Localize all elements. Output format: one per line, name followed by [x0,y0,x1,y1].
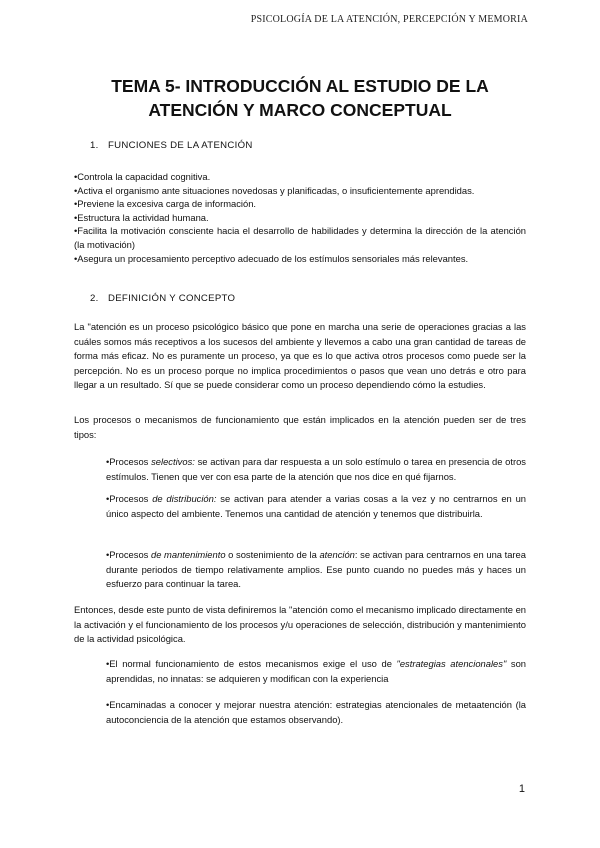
item-term-2: atención [319,549,355,560]
attention-definition-paragraph: Entonces, desde este punto de vista definiremos la "atención como el mecanismo implicado directamente en la activación y el funcionamiento de los procesos y/u operaciones de selección, distribución y mantenimiento de la actividad psicológica. [74,604,526,645]
item-term: selectivos: [151,456,195,467]
list-item: •Activa el organismo ante situaciones novedosas y planificadas, o insuficientemente aprendidas. [74,184,475,196]
item-term: "estrategias atencionales" [396,658,507,669]
list-item: •Facilita la motivación consciente hacia el desarrollo de habilidades y determina la dirección de la atención (la motivación) [74,225,526,250]
selective-processes-item [106,455,526,484]
item-text: : se activan para centrarnos en una tarea durante periodos de tiempo relativamente amplios. Ese punto cuando no puedes más y haces un esfuerzo para continuar la tarea. [106,549,526,590]
item-text: se activan para dar respuesta a un solo estímulo o tarea en presencia de otros estímulos. Tienen que ver con esa parte de la atención que nos dice en qué fijarnos. [106,456,526,482]
item-prefix: •Procesos [106,493,153,504]
list-item: •Estructura la actividad humana. [74,211,209,223]
functions-list [74,170,526,265]
item-prefix: •Procesos [106,549,151,560]
item-text: son aprendidas, no innatas: se adquieren y modifican con la experiencia [106,658,526,684]
distribution-processes-item [106,492,526,521]
item-prefix: •Procesos [106,456,152,467]
title-line-2: ATENCIÓN Y MARCO CONCEPTUAL [148,100,452,120]
list-item: •Previene la excesiva carga de información. [74,198,257,210]
section-1-heading [90,140,253,151]
item-term: de mantenimiento [151,549,226,560]
item-text: se activan para atender a varias cosas a la vez y no centrarnos en un único aspecto del ambiente. Tenemos una cantidad de atención y tenemos que distribuirla. [106,493,527,519]
page-title [0,74,600,122]
maintenance-processes-item [106,548,526,592]
list-item: •Asegura un procesamiento perceptivo adecuado de los estímulos sensoriales más relevantes. [74,252,469,264]
title-line-1: TEMA 5- INTRODUCCIÓN AL ESTUDIO DE LA [111,76,489,96]
definition-paragraph: La "atención es un proceso psicológico básico que pone en marcha una serie de operaciones gracias a las cuáles somos más receptivos a los sucesos del ambiente y llevemos a cabo una gran cantidad de tareas de forma más eficaz. No es puramente un proceso, ya que es lo que activa otros procesos como puede ser la percepción. No es un proceso porque no implica procedimientos o pasos que vean uno detrás e otro para llegar a un resultado. Sí que se puede considerar como un proceso dependiendo cómo la estudies. [74,321,526,391]
section-1-title: FUNCIONES DE LA ATENCIÓN [108,140,253,151]
section-2-title: DEFINICIÓN Y CONCEPTO [108,293,236,304]
section-2-number: 2. [90,293,99,304]
section-2-heading [90,293,235,304]
item-prefix: •El normal funcionamiento de estos mecanismos exige el uso de [106,658,397,669]
running-header: PSICOLOGÍA DE LA ATENCIÓN, PERCEPCIÓN Y MEMORIA [250,14,528,25]
types-intro-paragraph: Los procesos o mecanismos de funcionamiento que están implicados en la atención pueden ser de tres tipos: [74,414,526,440]
metaattention-item: •Encaminadas a conocer y mejorar nuestra atención: estrategias atencionales de metaatención (la autoconciencia de la atención que estamos observando). [106,699,526,725]
item-middle: o sostenimiento de la [225,549,320,560]
section-1-number: 1. [90,140,99,151]
item-term: de distribución: [152,493,217,504]
list-item: •Controla la capacidad cognitiva. [74,171,211,182]
page-number: 1 [518,783,525,795]
strategies-item [106,657,526,686]
